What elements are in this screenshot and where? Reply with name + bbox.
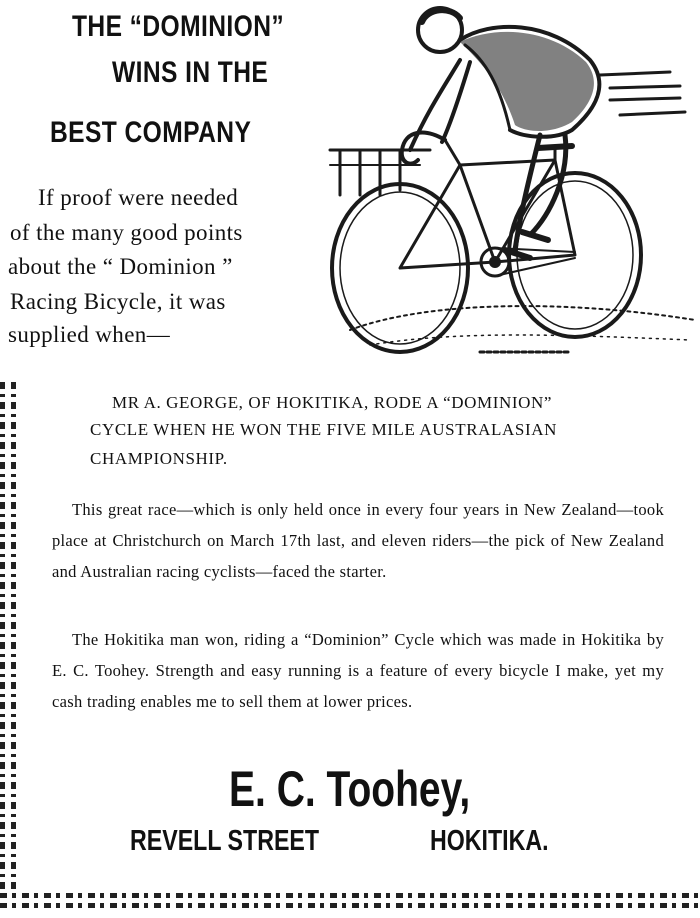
merchant-name: E. C. Toohey,: [229, 761, 471, 817]
merchant-signature: [0, 760, 700, 818]
headline-line-3: BEST COMPANY: [50, 116, 252, 149]
announcement-line: MR A. GEORGE, OF HOKITIKA, RODE A “DOMINION”: [112, 393, 553, 412]
body-paragraph-2: The Hokitika man won, riding a “Dominion” Cycle which was made in Hokitika by E. C. Toohey. Strength and easy running is a feature of every bicycle I make, yet my cash trading enables me to sell them at lower prices.: [52, 630, 664, 711]
merchant-town: HOKITIKA.: [430, 825, 549, 857]
announcement-line: CHAMPIONSHIP.: [90, 449, 228, 468]
intro-line: supplied when—: [8, 322, 171, 347]
announcement-line: CYCLE WHEN HE WON THE FIVE MILE AUSTRALASIAN: [90, 420, 557, 439]
headline-line-2: WINS IN THE: [112, 56, 269, 89]
merchant-street: REVELL STREET: [130, 825, 320, 857]
intro-line: of the many good points: [10, 220, 243, 245]
intro-line: Racing Bicycle, it was: [10, 289, 226, 314]
intro-line: If proof were needed: [38, 185, 239, 210]
decorative-border-bottom: [0, 893, 700, 911]
headline-line-1: THE “DOMINION”: [72, 10, 285, 43]
intro-line: about the “ Dominion ”: [8, 254, 233, 279]
body-paragraph-1: This great race—which is only held once in every four years in New Zealand—took place at Christchurch on March 17th last, and eleven riders—the pick of New Zealand and Australian racing cyclists—faced the starter.: [52, 500, 664, 581]
racing-cyclist-illustration: [310, 0, 700, 370]
